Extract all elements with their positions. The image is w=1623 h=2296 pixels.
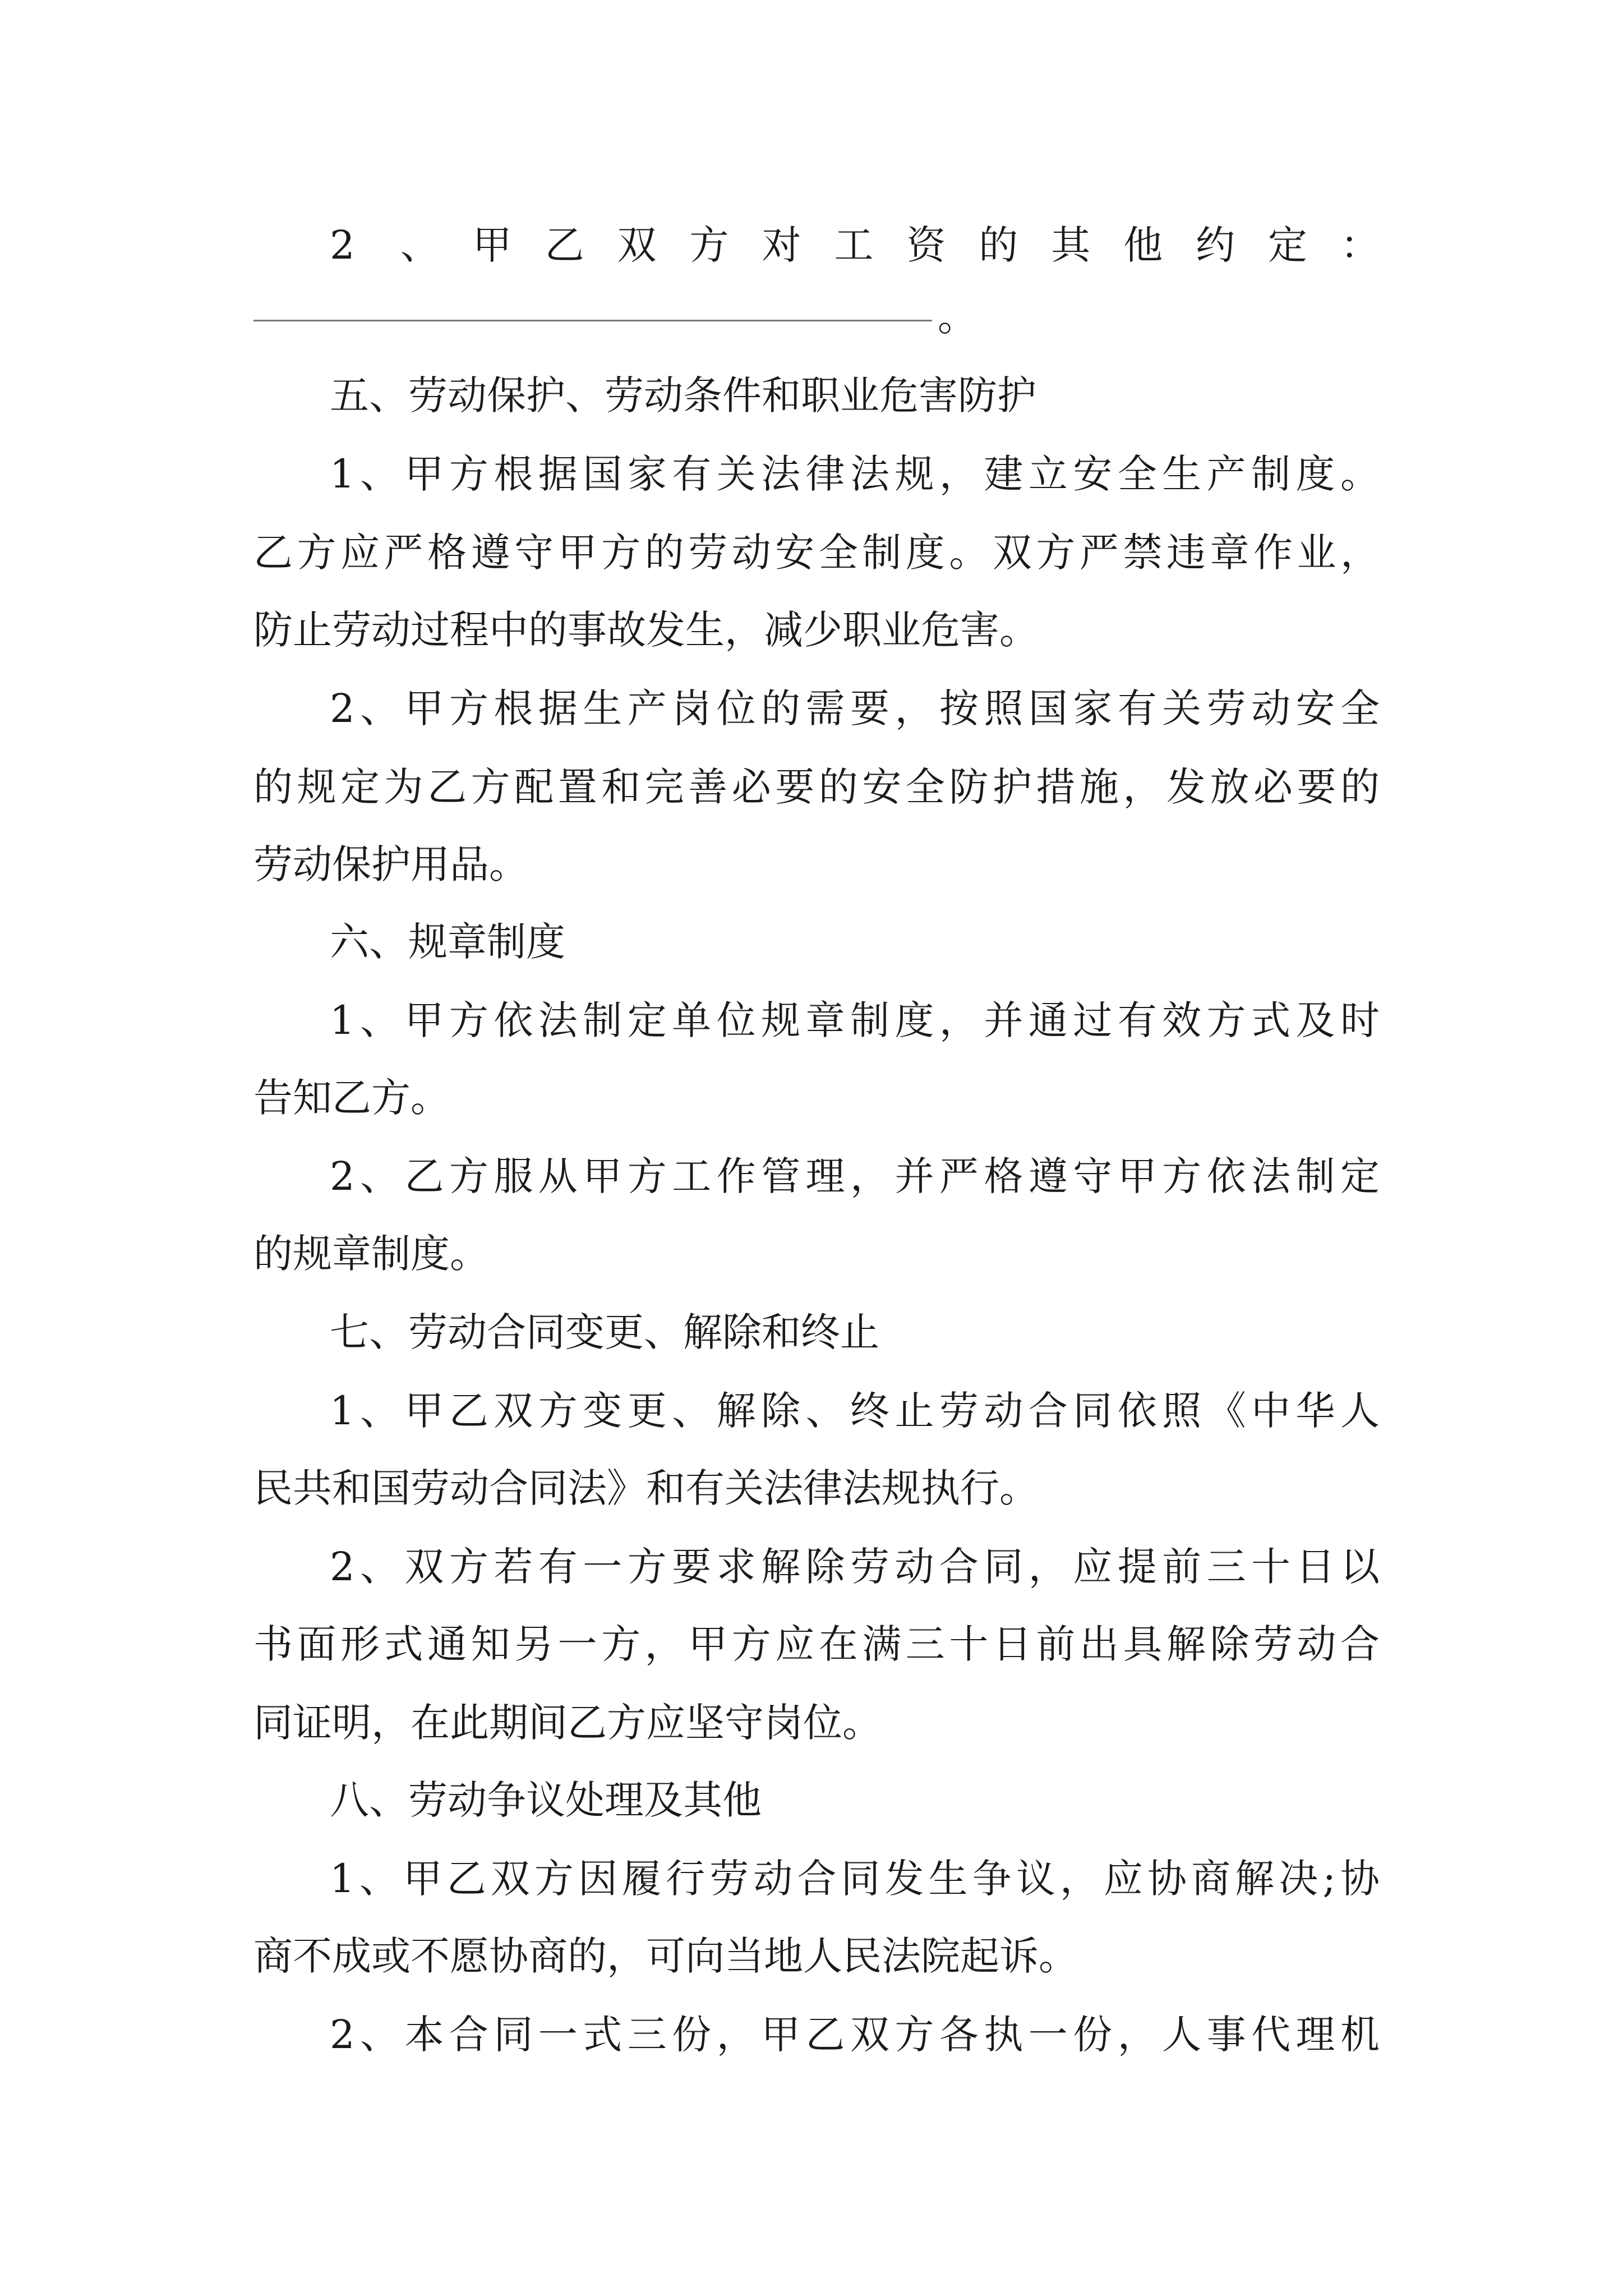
wage-clause-end: 。 [938, 294, 977, 340]
section-heading: 七、劳动合同变更、解除和终止 [330, 1309, 879, 1355]
paragraph-line: 民共和国劳动合同法》和有关法律法规执行。 [253, 1465, 1039, 1511]
paragraph-line: 2、乙方服从甲方工作管理，并严格遵守甲方依法制定 [330, 1153, 1380, 1199]
paragraph-line: 书面形式通知另一方，甲方应在满三十日前出具解除劳动合 [253, 1621, 1380, 1667]
fill-in-blank [253, 320, 932, 321]
paragraph-line: 1、甲方依法制定单位规章制度，并通过有效方式及时 [330, 997, 1380, 1043]
section-heading: 八、劳动争议处理及其他 [330, 1777, 762, 1823]
paragraph-line: 1、甲乙双方变更、解除、终止劳动合同依照《中华人 [330, 1388, 1380, 1434]
paragraph-line: 告知乙方。 [253, 1075, 450, 1121]
paragraph-line: 同证明，在此期间乙方应坚守岗位。 [253, 1700, 882, 1746]
paragraph-line: 2、双方若有一方要求解除劳动合同，应提前三十日以 [330, 1544, 1380, 1590]
paragraph-line: 2、本合同一式三份，甲乙双方各执一份，人事代理机 [330, 2012, 1380, 2058]
paragraph-line: 商不成或不愿协商的，可向当地人民法院起诉。 [253, 1933, 1078, 1979]
paragraph-line: 劳动保护用品。 [253, 841, 528, 887]
section-heading: 六、规章制度 [330, 919, 565, 965]
paragraph-line: 1、甲方根据国家有关法律法规，建立安全生产制度。 [330, 451, 1380, 497]
paragraph-line: 的规章制度。 [253, 1231, 489, 1277]
wage-clause-line: 2 、甲乙双方对工资的其他约定： [330, 222, 1380, 268]
section-heading: 五、劳动保护、劳动条件和职业危害防护 [330, 372, 1036, 418]
paragraph-line: 2、甲方根据生产岗位的需要，按照国家有关劳动安全 [330, 685, 1380, 731]
paragraph-line: 的规定为乙方配置和完善必要的安全防护措施，发放必要的 [253, 764, 1380, 810]
paragraph-line: 防止劳动过程中的事故发生，减少职业危害。 [253, 607, 1039, 653]
paragraph-line: 乙方应严格遵守甲方的劳动安全制度。双方严禁违章作业， [253, 530, 1380, 576]
paragraph-line: 1、甲乙双方因履行劳动合同发生争议，应协商解决;协 [330, 1856, 1380, 1902]
